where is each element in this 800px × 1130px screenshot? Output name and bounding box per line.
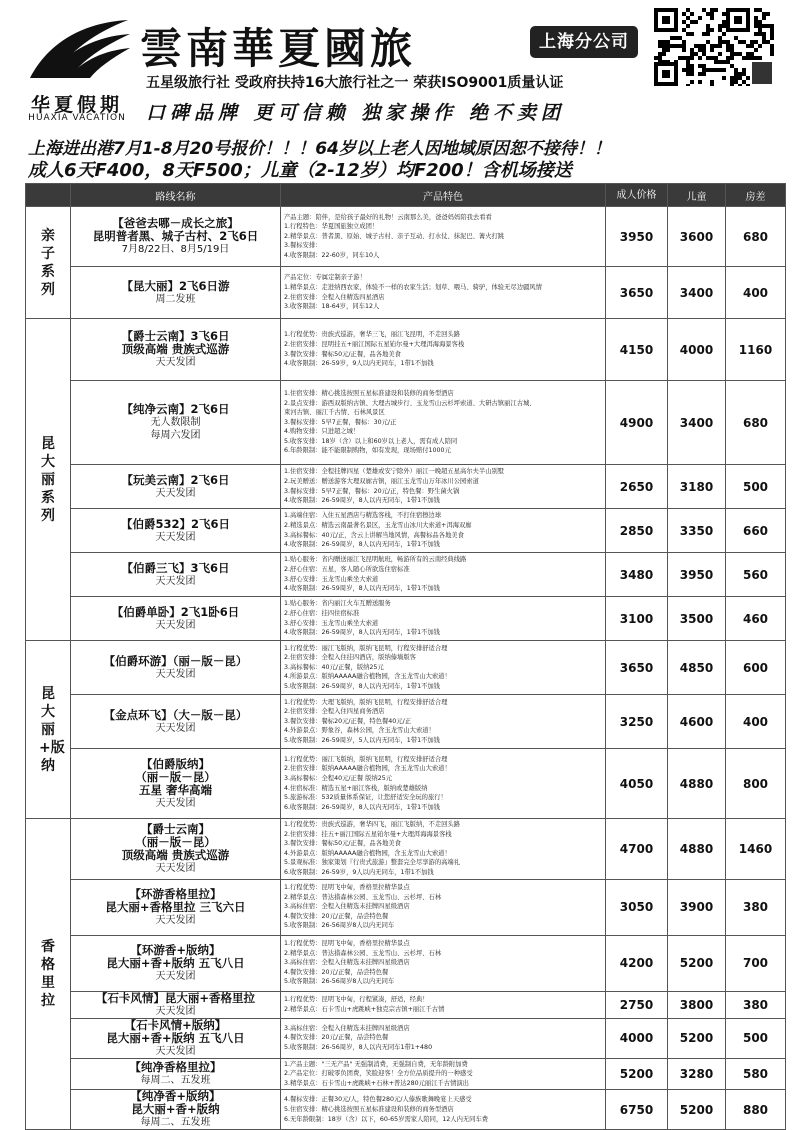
- single-supplement: 500: [726, 465, 786, 509]
- route-cell: [71, 695, 281, 749]
- feature-line: 5.收客限制：26-59周岁，8人以内无同车，1带1不加钱: [284, 682, 440, 690]
- route-cell: [71, 509, 281, 553]
- feature-line: 4.餐饮安排：20元/正餐，品尝特色餐: [284, 968, 389, 976]
- category-cell: [26, 319, 71, 641]
- feature-line: 3.高标餐标：全程40元/正餐 版纳25元: [284, 774, 393, 782]
- table-row: [26, 509, 786, 553]
- feature-line: 3.餐饮安排：餐标20元/正餐，特色餐40元/正: [284, 717, 412, 725]
- table-row: [26, 1058, 786, 1090]
- feature-line: 2.住宿安排：昆明挂五+丽江国际五星铂尔曼+大理洱海海景客栈: [284, 340, 465, 348]
- adult-price: 3050: [606, 879, 668, 935]
- feature-line: 5.旅游标准：532质量体系保证，让您舒适安全玩的旅行！: [284, 794, 447, 802]
- feature-line: 4.购物安排：只进超之城！: [284, 428, 360, 436]
- feature-line: 1.行程优势：昆明飞中甸，香格里拉精华景点: [284, 940, 410, 948]
- child-price: 4880: [668, 749, 726, 819]
- logo-chinese-name: 华夏假期: [30, 94, 123, 116]
- feature-line: 5.景观标准：独家策划『行贵式旅游』整套完全尽享游的高端礼: [284, 859, 461, 867]
- child-price: 5200: [668, 935, 726, 991]
- feature-line: 2.住宿安排：全程入住四星商务酒店: [284, 708, 385, 716]
- adult-price: 4200: [606, 935, 668, 991]
- feature-line: 6.收客限制：26-59岁，9人以内无同车，1带1不加钱: [284, 868, 434, 876]
- features-cell: [281, 991, 606, 1018]
- header-features: 产品特色: [281, 184, 606, 207]
- adult-price: 2850: [606, 509, 668, 553]
- route-title: 【爸爸去哪－成长之旅】 昆明普者黑、城子古村、2飞6日: [92, 216, 259, 243]
- feature-line: 3.高标住宿：全程入住精选未挂牌四星级酒店: [284, 1024, 410, 1032]
- route-departure: 每周二、五发班: [140, 1117, 211, 1129]
- feature-line: 束河古镇、丽江千古情、石林风景区: [284, 409, 385, 417]
- table-row: [26, 695, 786, 749]
- route-departure: 天天发团: [155, 1005, 196, 1017]
- feature-line: 2.精选景点：精选云南最著名景区，玉龙雪山冰川大索道+洱海双廊: [284, 521, 472, 529]
- route-title: 【伯爵532】2飞6日: [120, 516, 230, 531]
- route-cell: [71, 319, 281, 381]
- company-logo-icon: [22, 16, 132, 84]
- feature-line: 4.所游景点：版纳AAAAA融合植物园，含玉龙雪山大索道！: [284, 673, 451, 681]
- single-supplement: 380: [726, 991, 786, 1018]
- child-price: 3500: [668, 597, 726, 641]
- features-cell: [281, 695, 606, 749]
- child-price: 5200: [668, 1090, 726, 1130]
- route-cell: [71, 641, 281, 695]
- feature-line: 5.住宿安排：精心挑选按照五星标准建设和装修的商务型酒店: [284, 1106, 454, 1114]
- route-departure: 天天发团: [155, 722, 196, 734]
- feature-line: 5.收客限制：26-56周岁，8人以内无同车1带1+480: [284, 1043, 433, 1051]
- table-row: [26, 1090, 786, 1130]
- route-title: 【伯爵环游】（丽－版－昆）: [103, 653, 248, 668]
- feature-line: 3.餐标安排：5早7正餐，餐标：20元/正，特色餐：野生菌火锅: [284, 487, 460, 495]
- feature-line: 4.收客限制：26-59周岁，8人以内无同车，1带1不加钱: [284, 585, 440, 593]
- route-departure: 天天发团: [155, 914, 196, 926]
- route-cell: [71, 1090, 281, 1130]
- feature-line: 3.高标住宿：全程入住精选未挂牌四星级酒店: [284, 903, 410, 911]
- feature-line: 2.精华景点：普达措森林公园、玉龙雪山、云杉坪、石林: [284, 893, 442, 901]
- feature-line: 1.行程优势：大理飞版纳，版纳飞昆明，行程安排舒适合理: [284, 698, 448, 706]
- feature-line: 4.收客限制：26-59岁，9人以内无同车，1带1不加钱: [284, 360, 434, 368]
- route-cell: [71, 935, 281, 991]
- route-departure: 无人数限制 每周六发团: [150, 417, 201, 441]
- tagline: 五星级旅行社 受政府扶持16大旅行社之一 荣获ISO9001质量认证: [146, 75, 564, 91]
- features-cell: [281, 267, 606, 319]
- table-row: [26, 749, 786, 819]
- notice-line-2: 成人6天F400，8天F500；儿童（2-12岁）均F200！含机场接送: [28, 160, 572, 181]
- feature-line: 2.住宿安排：全程入住挂四酒店，版纳傣墙版客: [284, 654, 416, 662]
- child-price: 4850: [668, 641, 726, 695]
- header-single-supplement: 房差: [726, 184, 786, 207]
- feature-line: 1.住宿安排：全程挂牌四星（楚雄或安宁除外）丽江一晚超五星高尔夫半山别墅: [284, 468, 505, 476]
- features-cell: [281, 935, 606, 991]
- features-cell: [281, 641, 606, 695]
- adult-price: 4150: [606, 319, 668, 381]
- single-supplement: 1460: [726, 819, 786, 880]
- single-supplement: 400: [726, 695, 786, 749]
- route-title: 【石卡风情】昆大丽+香格里拉: [95, 990, 256, 1005]
- feature-line: 3.餐标安排：: [284, 242, 322, 250]
- route-cell: [71, 1018, 281, 1058]
- single-supplement: 800: [726, 749, 786, 819]
- feature-line: 4.收客限制：22-60岁，同车10人: [284, 251, 380, 259]
- feature-line: 3.高标餐标：40元/正餐，版纳25元: [284, 663, 384, 671]
- single-supplement: 700: [726, 935, 786, 991]
- child-price: 3400: [668, 267, 726, 319]
- route-title: 【金点环飞】（大－版－昆）: [103, 707, 248, 722]
- route-title: 【纯净香格里拉】: [129, 1059, 222, 1074]
- single-supplement: 580: [726, 1058, 786, 1090]
- header-route: 路线名称: [71, 184, 281, 207]
- route-departure: 天天发团: [155, 619, 196, 631]
- feature-line: 4.收客限制：26-59周岁，8人以内无同车，1带1不加钱: [284, 541, 440, 549]
- route-cell: [71, 465, 281, 509]
- route-title: 【昆大丽】2飞6日游: [121, 278, 230, 293]
- route-departure: 天天发团: [155, 970, 196, 982]
- single-supplement: 1160: [726, 319, 786, 381]
- feature-line: 4.收客限制：26-59周岁，8人以内无同车，1带1不加钱: [284, 629, 440, 637]
- qr-code-icon: [654, 8, 774, 86]
- adult-price: 3480: [606, 553, 668, 597]
- feature-line: 6.无年龄限制：18岁（含）以下，60-65岁需家人陪同，12人内无同车费: [284, 1115, 489, 1123]
- feature-line: 1.行程优势：丽江飞版纳，版纳飞昆明，行程安排舒适合理: [284, 644, 448, 652]
- table-row: [26, 267, 786, 319]
- features-cell: [281, 749, 606, 819]
- adult-price: 3950: [606, 207, 668, 267]
- feature-line: 5.收客限制：26-56周岁8人以内无同车: [284, 978, 395, 986]
- feature-line: 4.餐饮安排：20元/正餐，品尝特色餐: [284, 1034, 389, 1042]
- feature-line: 2.景点安排：游西双版纳古镇、大理古城步行、玉龙雪山云杉坪索道、大研古镇丽江古城、: [284, 399, 536, 407]
- adult-price: 3250: [606, 695, 668, 749]
- table-row: [26, 1018, 786, 1058]
- category-label: 昆大丽+版纳: [39, 685, 65, 774]
- feature-line: 1.行程优势：昆明飞中甸，香格里拉精华景点: [284, 884, 410, 892]
- feature-line: 4.住宿标准：精选五星+丽江客栈，版纳或楚雄版纳: [284, 784, 428, 792]
- feature-line: 产品定位：专属定制亲子游！: [284, 274, 366, 282]
- branch-badge: 上海分公司: [530, 26, 638, 58]
- route-title: 【爵士云南】3飞6日 顶级高端 贵族式巡游: [121, 329, 230, 356]
- adult-price: 3650: [606, 267, 668, 319]
- route-title: 【纯净云南】2飞6日: [121, 402, 230, 416]
- category-cell: [26, 819, 71, 1130]
- single-supplement: 560: [726, 553, 786, 597]
- route-cell: [71, 1058, 281, 1090]
- route-departure: 7月8/22日、8月5/19日: [121, 244, 230, 255]
- adult-price: 2650: [606, 465, 668, 509]
- child-price: 3900: [668, 879, 726, 935]
- slogan: 口碑品牌 更可信赖 独家操作 绝不卖团: [146, 102, 565, 124]
- route-title: 【环游香格里拉】 昆大丽+香格里拉 三飞六日: [105, 886, 246, 914]
- route-title: 【伯爵版纳】 （丽－版－昆） 五星 奢华高端: [135, 756, 216, 797]
- child-price: 3400: [668, 381, 726, 465]
- feature-line: 3.舒心安排：玉龙雪山乘坐大索道: [284, 619, 379, 627]
- route-title: 【纯净香+版纳】 昆大丽+香+版纳: [130, 1089, 221, 1117]
- child-price: 4880: [668, 819, 726, 880]
- price-table: [25, 183, 786, 1130]
- feature-line: 1.高端住宿：入住五星酒店与精选客栈，不打住宿擦边球: [284, 512, 442, 520]
- feature-line: 6.年龄限制：能不能限制购物，如有发现，现场赔付1000元: [284, 447, 451, 455]
- route-cell: [71, 749, 281, 819]
- table-row: [26, 819, 786, 880]
- features-cell: [281, 381, 606, 465]
- feature-line: 1.贴心服务：省内丽江火车互赠送服务: [284, 600, 391, 608]
- adult-price: 3100: [606, 597, 668, 641]
- category-cell: [26, 641, 71, 819]
- route-title: 【伯爵三飞】3飞6日: [121, 560, 230, 575]
- features-cell: [281, 819, 606, 880]
- route-cell: [71, 553, 281, 597]
- feature-line: 4.收客限制：26-59周岁，8人以内无同车，1带1不加钱: [284, 497, 440, 505]
- feature-line: 3.高标住宿：全程入住精选未挂牌四星级酒店: [284, 959, 410, 967]
- single-supplement: 680: [726, 381, 786, 465]
- route-cell: [71, 381, 281, 465]
- adult-price: 5200: [606, 1058, 668, 1090]
- table-row: [26, 381, 786, 465]
- adult-price: 4700: [606, 819, 668, 880]
- single-supplement: 600: [726, 641, 786, 695]
- feature-line: 1.行程优势：贵族式巡游，奢华四飞，丽江飞版纳，不走回头路: [284, 821, 461, 828]
- table-row: [26, 465, 786, 509]
- feature-line: 1.行程优势：昆明飞中甸，行程紧凑，舒适，经典！: [284, 995, 429, 1003]
- child-price: 3180: [668, 465, 726, 509]
- feature-line: 3.舒心安排：玉龙雪山乘坐大索道: [284, 575, 379, 583]
- child-price: 3280: [668, 1058, 726, 1090]
- feature-line: 4.外游景点：版纳AAAAA融合植物园，含玉龙雪山大索道！: [284, 849, 451, 857]
- feature-line: 4.餐标安排：正餐30元/人，特色餐280元/人傣族歌舞晚宴上天感受: [284, 1096, 472, 1104]
- feature-line: 1.贴心服务：省内赠送丽江飞昆明航班，畅游所有的云南经典线路: [284, 556, 467, 564]
- features-cell: [281, 1018, 606, 1058]
- table-row: [26, 935, 786, 991]
- route-cell: [71, 207, 281, 267]
- table-row: [26, 207, 786, 267]
- feature-line: 1.精华景点：走进纳西农家，体验不一样的农家生活；划草、喂马、骑驴，体验无尽边疆风情: [284, 283, 542, 291]
- feature-line: 3.收客限制：18-64岁，同车12人: [284, 303, 380, 311]
- feature-line: 2.住宿安排：挂五+丽江国际五星铂尔曼+大理洱海海景客栈: [284, 830, 452, 838]
- route-departure: 天天发团: [155, 862, 196, 874]
- single-supplement: 460: [726, 597, 786, 641]
- features-cell: [281, 879, 606, 935]
- adult-price: 6750: [606, 1090, 668, 1130]
- feature-line: 3.餐饮安排：餐标50元/正餐，品各地美食: [284, 840, 401, 848]
- notice-line-1: 上海进出港7月1-8月20号报价！！！64岁以上老人因地域原因恕不接待！！: [28, 139, 611, 159]
- single-supplement: 880: [726, 1090, 786, 1130]
- route-cell: [71, 991, 281, 1018]
- table-header-row: [26, 184, 786, 207]
- features-cell: [281, 319, 606, 381]
- child-price: 3600: [668, 207, 726, 267]
- feature-line: 2.住宿安排：版纳AAAAA融合植物园，含玉龙雪山大索道！: [284, 765, 451, 773]
- route-departure: 每周二、五发班: [140, 1074, 211, 1086]
- adult-price: 3650: [606, 641, 668, 695]
- single-supplement: 660: [726, 509, 786, 553]
- route-title: 【环游香+版纳】 昆大丽+香+版纳 五飞八日: [106, 942, 245, 970]
- child-price: 3950: [668, 553, 726, 597]
- feature-line: 3.精华景点：石卡雪山+虎跳峡+石林+普达280元丽江千古情演出: [284, 1079, 469, 1087]
- table-row: [26, 319, 786, 381]
- child-price: 3350: [668, 509, 726, 553]
- feature-line: 3.高标餐标：40元/正，含云上讲解当地风情，高餐标品各地美食: [284, 531, 464, 539]
- table-row: [26, 991, 786, 1018]
- feature-line: 4.外游景点：野象谷，森林公园，含玉龙雪山大索道！: [284, 727, 435, 735]
- single-supplement: 680: [726, 207, 786, 267]
- route-title: 【玩美云南】2飞6日: [121, 472, 230, 487]
- feature-line: 产品主题：陪伴，是给孩子最好的礼物！云南那么美，爸爸妈妈陪我去看看: [284, 213, 492, 221]
- features-cell: [281, 1090, 606, 1130]
- feature-line: 2.精华景点：普者黑、原始、城子古村、亲子互动、打水仗、抹泥巴、篝火打跳: [284, 232, 505, 240]
- feature-line: 2.精华景点：石卡雪山+虎跳峡+独克宗古镇+丽江千古情: [284, 1005, 445, 1013]
- route-cell: [71, 597, 281, 641]
- header-child-price: 儿童: [668, 184, 726, 207]
- feature-line: 2.精华景点：普达措森林公园、玉龙雪山、云杉坪、石林: [284, 949, 442, 957]
- feature-line: 1.行程特色：华夏国旅独立成团！: [284, 223, 379, 231]
- feature-line: 3.餐标安排：5早7正餐，餐标：30元/正: [284, 418, 397, 426]
- feature-line: 4.餐饮安排：20元/正餐，品尝特色餐: [284, 912, 389, 920]
- feature-line: 2.舒心住宿：五星，客人随心所欲选住宿标准: [284, 565, 410, 573]
- child-price: 5200: [668, 1018, 726, 1058]
- feature-line: 5.收客限制：26-56周岁8人以内无同车: [284, 922, 395, 930]
- feature-line: 5.收客限制：26-59周岁，5人以内无同车，1带1不加钱: [284, 736, 440, 744]
- feature-line: 1.产品主题："三无产品" 无强制消费，无强制自费，无年龄附加费: [284, 1060, 468, 1068]
- route-cell: [71, 267, 281, 319]
- table-row: [26, 597, 786, 641]
- route-cell: [71, 879, 281, 935]
- route-departure: 天天发团: [155, 531, 196, 543]
- child-price: 3800: [668, 991, 726, 1018]
- features-cell: [281, 465, 606, 509]
- header: [0, 0, 800, 130]
- feature-line: 5.收客安排：18岁（含）以上和60岁以上老人，需有成人陪同: [284, 437, 458, 445]
- adult-price: 2750: [606, 991, 668, 1018]
- features-cell: [281, 1058, 606, 1090]
- feature-line: 1.住宿安排：精心挑选按照五星标准建设和装修的商务型酒店: [284, 389, 454, 397]
- feature-line: 1.行程优势：贵族式巡游，奢华三飞，丽江飞昆明，不走回头路: [284, 331, 461, 339]
- header-adult-price: 成人价格: [606, 184, 668, 207]
- category-label: 香格里拉: [41, 939, 55, 1010]
- features-cell: [281, 207, 606, 267]
- single-supplement: 400: [726, 267, 786, 319]
- route-departure: 周二发班: [155, 293, 196, 305]
- route-departure: 天天发团: [155, 575, 196, 587]
- feature-line: 2.玩美赠送：赠送游客大理双廊古镇，丽江玉龙雪山万年冰川公园索道: [284, 477, 479, 485]
- route-title: 【爵士云南】 （丽－版－昆） 顶级高端 贵族式巡游: [121, 821, 230, 862]
- category-label: 昆大丽系列: [41, 435, 55, 524]
- route-departure: 天天发团: [155, 487, 196, 499]
- feature-line: 2.产品定位：打破零负团费，笑脸迎客！全方位品质提升的一种感受: [284, 1070, 473, 1078]
- table-row: [26, 879, 786, 935]
- feature-line: 1.行程优势：丽江飞版纳，版纳飞昆明，行程安排舒适合理: [284, 755, 448, 763]
- child-price: 4600: [668, 695, 726, 749]
- child-price: 4000: [668, 319, 726, 381]
- table-row: [26, 641, 786, 695]
- feature-line: 2.舒心住宿：挂四住宿标准: [284, 609, 360, 617]
- route-title: 【石卡风情+版纳】 昆大丽+香+版纳 五飞八日: [106, 1017, 245, 1045]
- single-supplement: 380: [726, 879, 786, 935]
- feature-line: 2.住宿安排：全程入住精选四星酒店: [284, 293, 385, 301]
- route-departure: 天天发团: [155, 357, 196, 368]
- features-cell: [281, 597, 606, 641]
- route-departure: 天天发团: [155, 797, 196, 809]
- header-blank: [26, 184, 71, 207]
- single-supplement: 500: [726, 1018, 786, 1058]
- route-departure: 天天发团: [155, 668, 196, 680]
- logo-english-name: HUAXIA VACATION: [28, 113, 126, 123]
- category-label: 亲子系列: [41, 227, 55, 298]
- adult-price: 4050: [606, 749, 668, 819]
- route-cell: [71, 819, 281, 880]
- feature-line: 6.收客限制：26-59周岁，8人以内无同车，1带1不加钱: [284, 803, 440, 811]
- table-row: [26, 553, 786, 597]
- adult-price: 4900: [606, 381, 668, 465]
- category-cell: [26, 207, 71, 319]
- features-cell: [281, 509, 606, 553]
- adult-price: 4000: [606, 1018, 668, 1058]
- route-departure: 天天发团: [155, 1045, 196, 1057]
- feature-line: 3.餐饮安排：餐标50元/正餐，品各地美食: [284, 350, 401, 358]
- brand-title: 雲南華夏國旅: [140, 24, 417, 73]
- features-cell: [281, 553, 606, 597]
- route-title: 【伯爵单卧】2飞1卧6日: [111, 604, 240, 619]
